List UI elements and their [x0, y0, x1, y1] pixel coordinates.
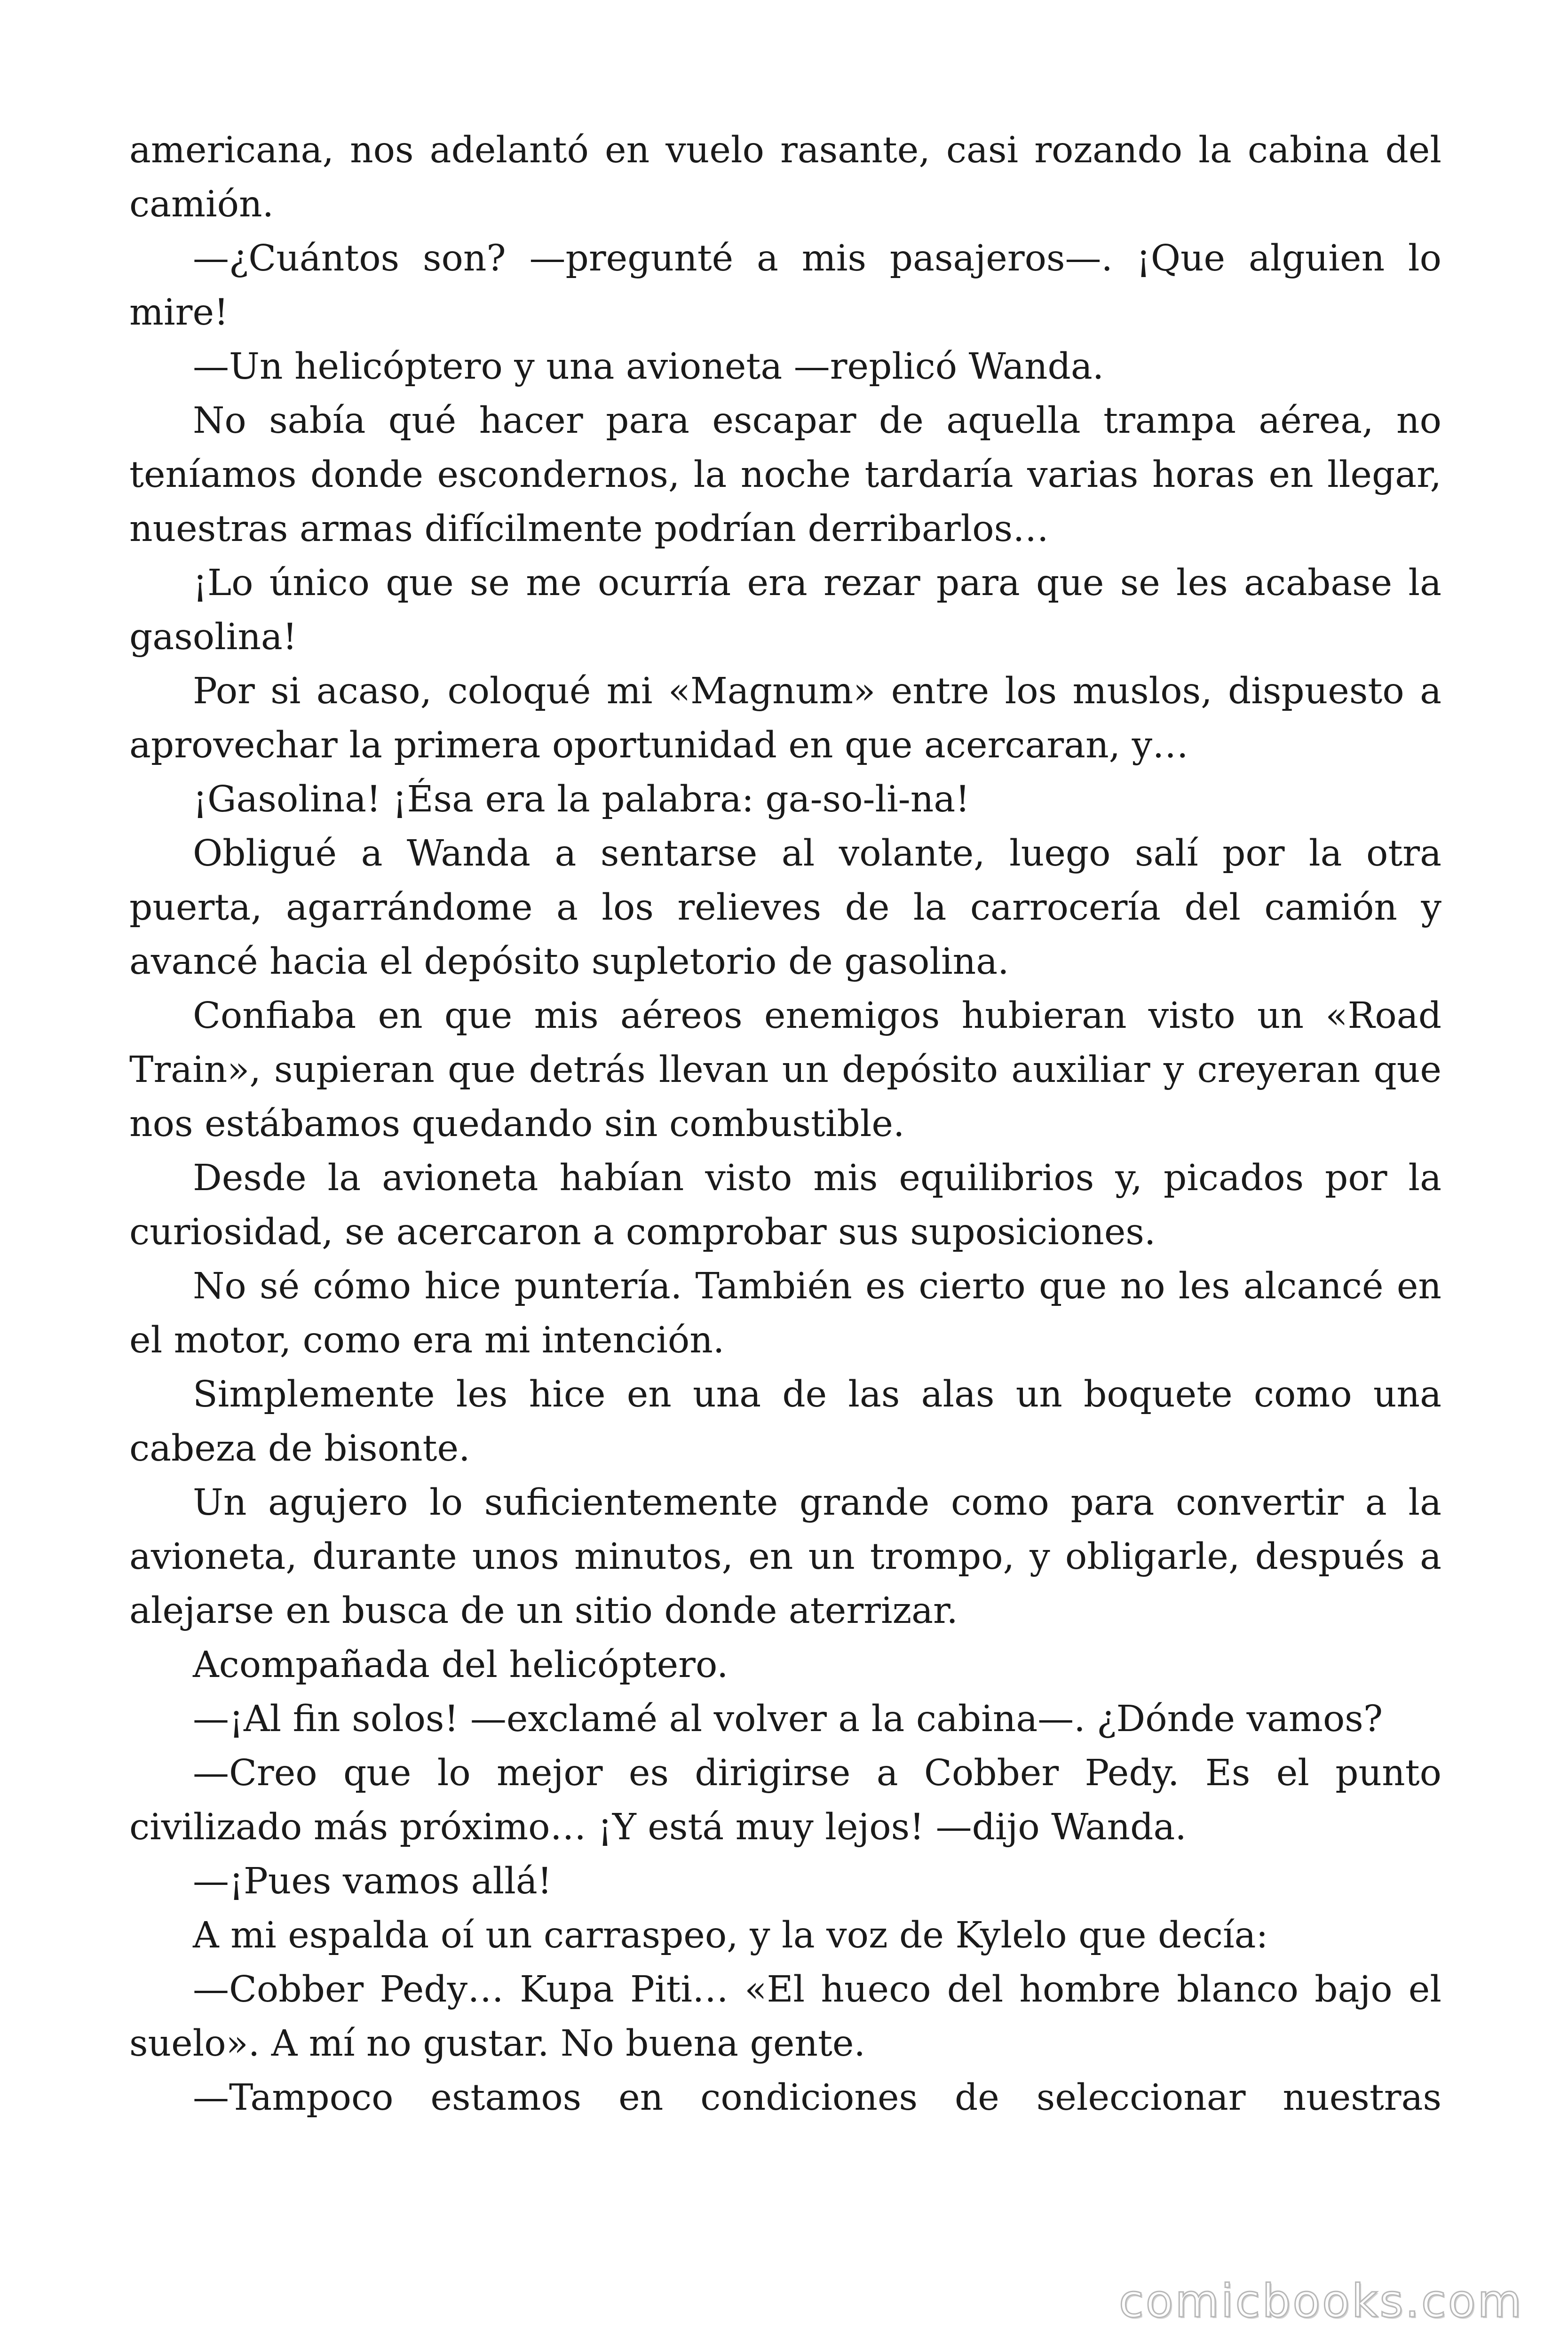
- paragraph-13: Un agujero lo suficientemente grande como para convertir a la avioneta, durante unos minutos, en un trompo, y obligarle, después a alejarse en busca de un sitio donde aterrizar.: [129, 1482, 1441, 1632]
- paragraph-1: americana, nos adelantó en vuelo rasante, casi rozando la cabina del camión.: [129, 129, 1441, 225]
- paragraph-7: ¡Gasolina! ¡Ésa era la palabra: ga-so-li-na!: [193, 779, 970, 820]
- paragraph-20: —Tampoco estamos en condiciones de seleccionar nuestras: [193, 2077, 1441, 2119]
- paragraph-14: Acompañada del helicóptero.: [193, 1644, 729, 1686]
- paragraph-9: Confiaba en que mis aéreos enemigos hubieran visto un «Road Train», supieran que detrás llevan un depósito auxiliar y creyeran que nos estábamos quedando sin combustible.: [129, 995, 1441, 1145]
- paragraph-3: —Un helicóptero y una avioneta —replicó Wanda.: [193, 346, 1104, 388]
- paragraph-8: Obligué a Wanda a sentarse al volante, luego salí por la otra puerta, agarrándome a los relieves de la carrocería del camión y avancé hacia el depósito supletorio de gasolina.: [129, 833, 1441, 983]
- paragraph-19: —Cobber Pedy… Kupa Piti… «El hueco del hombre blanco bajo el suelo». A mí no gustar. No buena gente.: [129, 1969, 1441, 2065]
- paragraph-4: No sabía qué hacer para escapar de aquella trampa aérea, no teníamos donde escondernos, la noche tardaría varias horas en llegar, nuestras armas difícilmente podrían derribarlos…: [129, 400, 1441, 550]
- paragraph-16: —Creo que lo mejor es dirigirse a Cobber Pedy. Es el punto civilizado más próximo… ¡Y está muy lejos! —dijo Wanda.: [129, 1752, 1441, 1848]
- paragraph-15: —¡Al fin solos! —exclamé al volver a la cabina—. ¿Dónde vamos?: [193, 1698, 1383, 1740]
- body-text: [129, 123, 1441, 2125]
- paragraph-11: No sé cómo hice puntería. También es cierto que no les alcancé en el motor, como era mi intención.: [129, 1265, 1441, 1361]
- paragraph-10: Desde la avioneta habían visto mis equilibrios y, picados por la curiosidad, se acercaron a comprobar sus suposiciones.: [129, 1157, 1441, 1253]
- paragraph-5: ¡Lo único que se me ocurría era rezar para que se les acabase la gasolina!: [129, 562, 1441, 658]
- paragraph-12: Simplemente les hice en una de las alas un boquete como una cabeza de bisonte.: [129, 1374, 1441, 1470]
- paragraph-2: —¿Cuántos son? —pregunté a mis pasajeros—. ¡Que alguien lo mire!: [129, 238, 1441, 334]
- paragraph-6: Por si acaso, coloqué mi «Magnum» entre los muslos, dispuesto a aprovechar la primera oportunidad en que acercaran, y…: [129, 670, 1441, 766]
- paragraph-18: A mi espalda oí un carraspeo, y la voz de Kylelo que decía:: [193, 1915, 1268, 1956]
- paragraph-17: —¡Pues vamos allá!: [193, 1860, 552, 1902]
- watermark: comicbooks.com: [1118, 2275, 1523, 2328]
